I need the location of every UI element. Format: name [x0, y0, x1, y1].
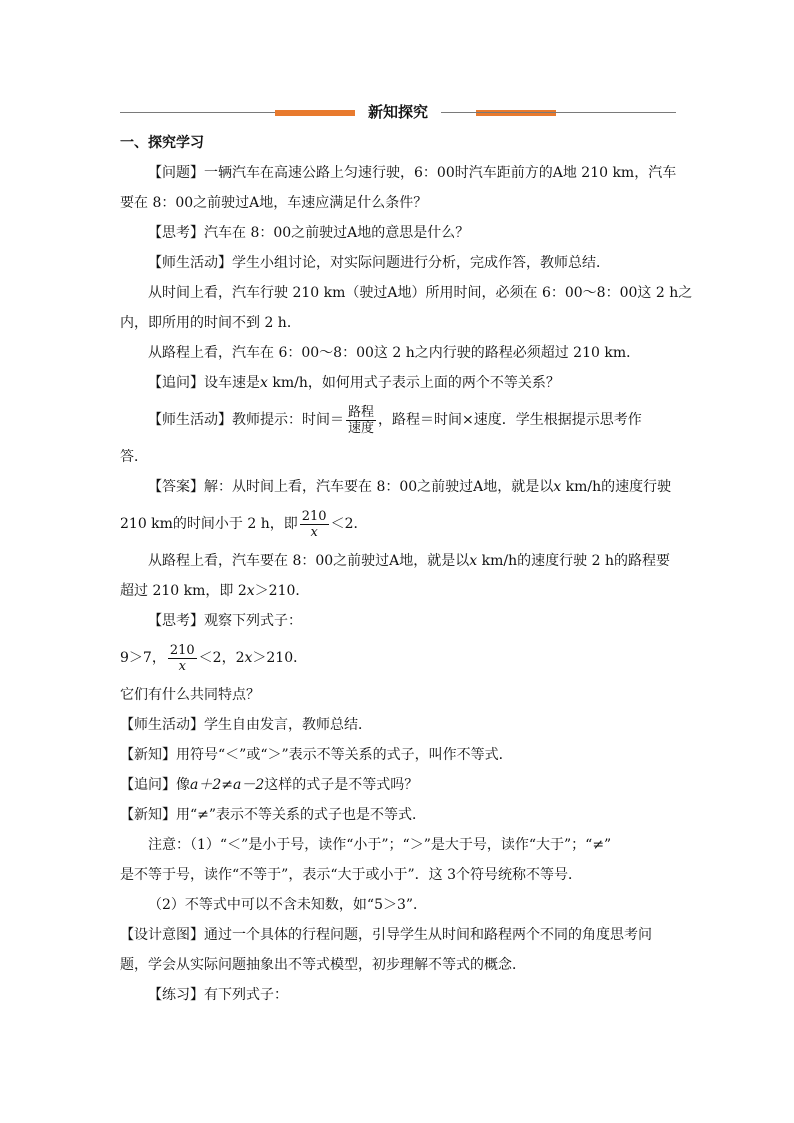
paragraph-answer-cont — [120, 502, 676, 546]
fraction-denominator: 速度 — [348, 420, 375, 436]
document-body — [120, 128, 693, 1010]
expression: a＋2≠a－2 — [190, 777, 265, 793]
paragraph-activity-3: 【师生活动】学生自由发言，教师总结． — [120, 717, 372, 733]
text-run: km/h的速度行驶 — [565, 479, 672, 495]
paragraph-activity: 【师生活动】学生小组讨论，对实际问题进行分析，完成作答，教师总结． — [148, 255, 610, 271]
paragraph-new-knowledge: 【新知】用符号“＜”或“＞”表示不等关系的式子，叫作不等式． — [120, 747, 513, 763]
variable-x: x — [260, 375, 268, 391]
paragraph-time-cont: 内，即所用的时间不到 2 h． — [120, 315, 301, 331]
header-accent-left — [275, 110, 355, 116]
variable-x: x — [246, 583, 255, 599]
paragraph-common: 它们有什么共同特点？ — [120, 687, 260, 703]
text-run: ，路程＝时间×速度．学生根据提示思考作 — [378, 412, 642, 428]
paragraph-note-cont: 是不等于号，读作“不等于”，表示“大于或小于”．这 3个符号统称不等号． — [120, 867, 582, 883]
text-run: 9＞7， — [120, 650, 166, 666]
paragraph-road-2-cont — [120, 576, 676, 606]
fraction-denominator: x — [178, 658, 186, 674]
fraction-time — [346, 405, 376, 436]
paragraph-note: 注意：（1）“＜”是小于号，读作“小于”；“＞”是大于号，读作“大于”；“≠” — [148, 837, 612, 853]
text-run: 【追问】设车速是 — [148, 375, 260, 391]
variable-x: x — [469, 553, 478, 569]
paragraph-think: 【思考】汽车在 8：00之前驶过A地的意思是什么？ — [148, 225, 470, 241]
text-run: 【师生活动】教师提示：时间＝ — [148, 412, 344, 428]
text-run: ＞210． — [254, 583, 310, 599]
text-run: 210 km的时间小于 2 h，即 — [120, 516, 298, 532]
paragraph-follow-up-2 — [120, 770, 676, 800]
text-run: ＞210． — [252, 650, 308, 666]
variable-x: x — [553, 479, 562, 495]
paragraph-note-2: （2）不等式中可以不含未知数，如“5＞3”． — [148, 897, 428, 913]
fraction-denominator: x — [310, 524, 318, 540]
section-title: 新知探究 — [367, 103, 428, 121]
header-accent-right — [476, 110, 556, 116]
paragraph-activity-hint — [120, 398, 676, 442]
paragraph-practice: 【练习】有下列式子： — [148, 987, 288, 1003]
fraction-numerator: 210 — [301, 508, 327, 524]
subsection-heading: 一、探究学习 — [120, 135, 204, 151]
paragraph-question: 【问题】一辆汽车在高速公路上匀速行驶，6：00时汽车距前方的A地 210 km，汽车 — [148, 165, 677, 181]
fraction-210-over-x — [168, 643, 197, 674]
fraction-210-over-x — [300, 509, 329, 540]
text-run: 这样的式子是不等式吗？ — [264, 777, 419, 793]
fraction-numerator: 210 — [169, 642, 195, 658]
text-run: ＜2． — [330, 516, 368, 532]
paragraph-time: 从时间上看，汽车行驶 210 km（驶过A地）所用时间，必须在 6：00～8：00这 2 h之 — [148, 285, 693, 301]
paragraph-design-intent: 【设计意图】通过一个具体的行程问题，引导学生从时间和路程两个不同的角度思考问 — [120, 927, 652, 943]
paragraph-new-knowledge-2: 【新知】用“≠”表示不等关系的式子也是不等式． — [120, 807, 427, 823]
header-rule-right — [441, 112, 676, 113]
paragraph-activity-hint-cont: 答． — [120, 449, 148, 465]
paragraph-road: 从路程上看，汽车在 6：00～8：00这 2 h之内行驶的路程必须超过 210 km． — [148, 345, 641, 361]
paragraph-expressions — [120, 636, 676, 680]
paragraph-think-2: 【思考】观察下列式子： — [148, 613, 302, 629]
text-run: 超过 210 km，即 2 — [120, 583, 247, 599]
text-run: 【答案】解：从时间上看，汽车要在 8：00之前驶过A地，就是以 — [148, 479, 554, 495]
section-header — [120, 100, 676, 126]
text-run: 【追问】像 — [120, 777, 190, 793]
text-run: 从路程上看，汽车要在 8：00之前驶过A地，就是以 — [148, 553, 470, 569]
paragraph-answer — [120, 472, 676, 502]
text-run: km/h的速度行驶 2 h的路程要 — [481, 553, 670, 569]
variable-x: x — [244, 650, 253, 666]
text-run: ＜2，2 — [198, 650, 245, 666]
paragraph-road-2 — [120, 546, 676, 576]
fraction-numerator: 路程 — [348, 404, 375, 420]
paragraph-question-cont: 要在 8：00之前驶过A地，车速应满足什么条件？ — [120, 195, 428, 211]
paragraph-follow-up — [120, 368, 676, 398]
text-run: km/h，如何用式子表示上面的两个不等关系？ — [272, 375, 560, 391]
paragraph-design-intent-cont: 题，学会从实际问题抽象出不等式模型，初步理解不等式的概念． — [120, 957, 526, 973]
